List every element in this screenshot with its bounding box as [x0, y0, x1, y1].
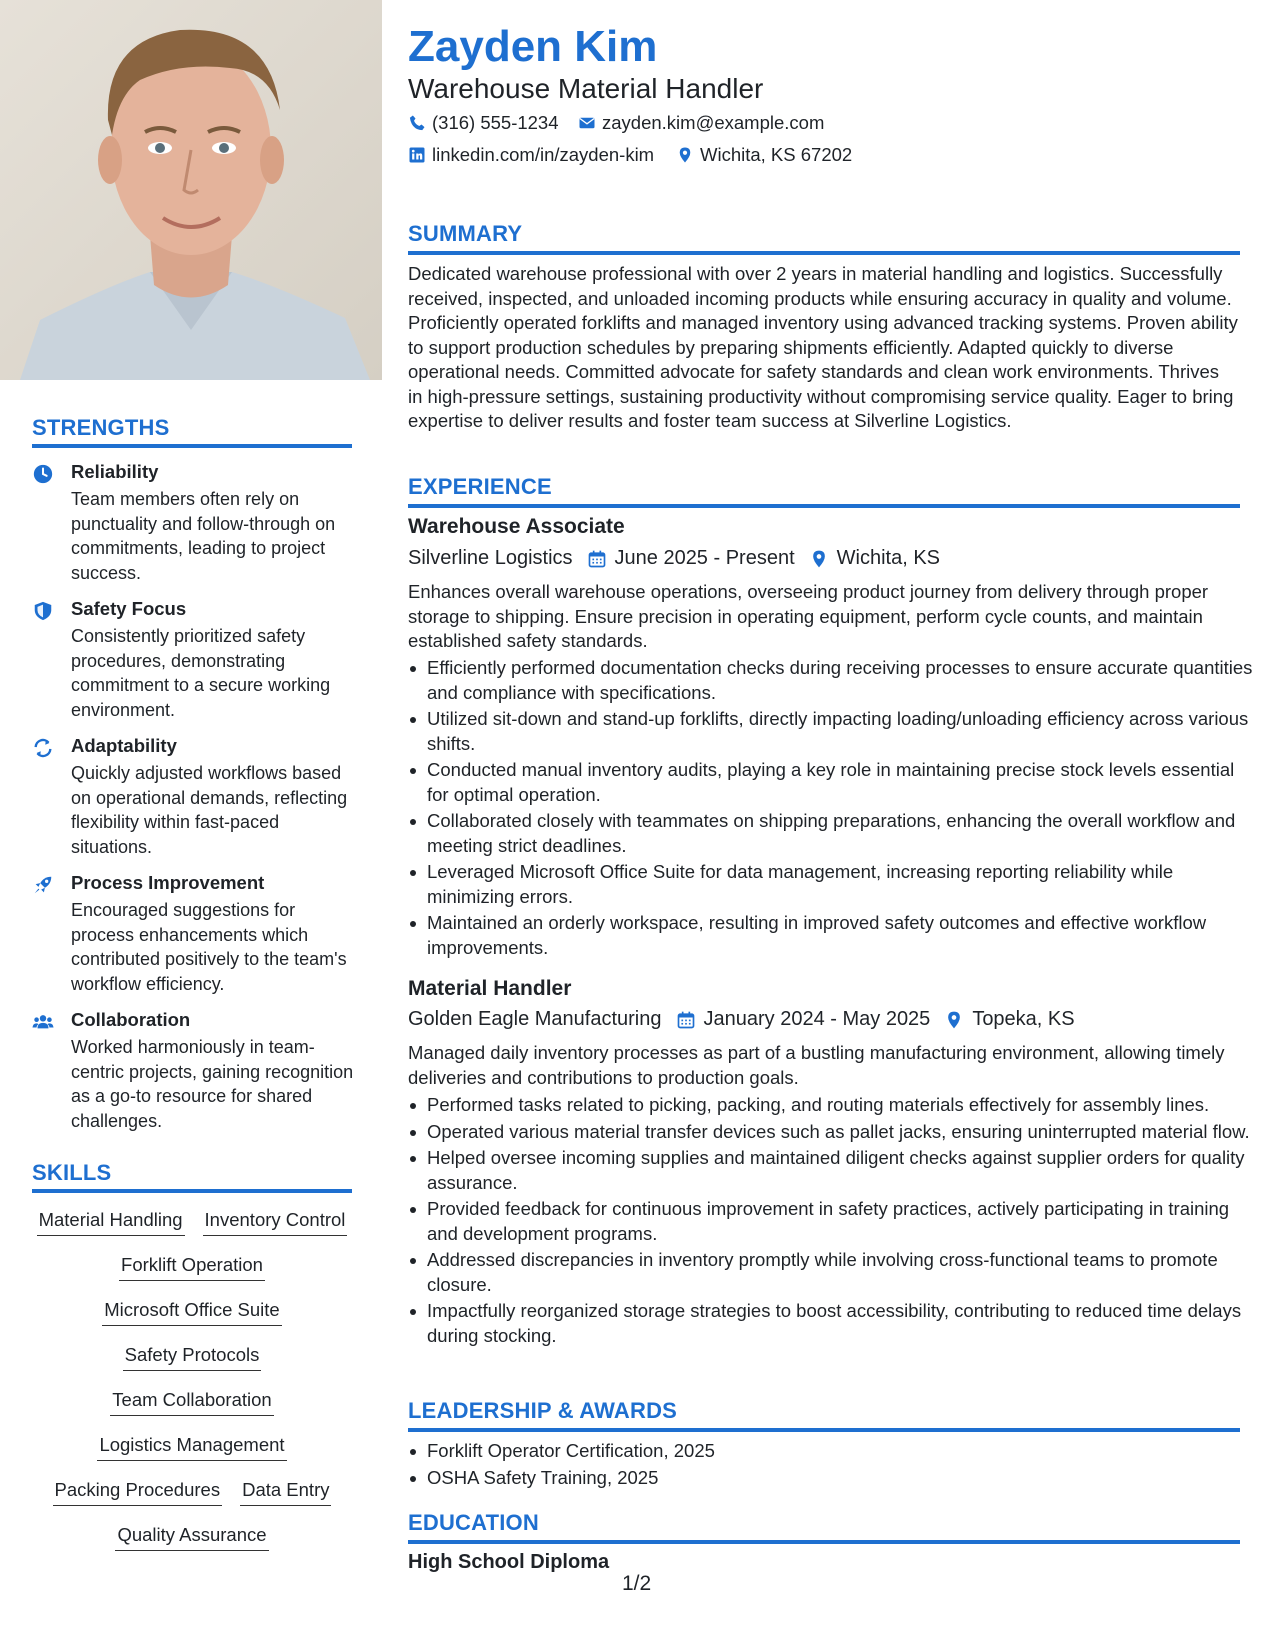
- location-pin-icon: [676, 146, 694, 164]
- job-description: Managed daily inventory processes as part of a bustling manufacturing environment, allowing timely deliveries and contributions to production goals.: [408, 1042, 1225, 1088]
- job-dates: June 2025 - Present: [614, 547, 795, 569]
- calendar-icon: [676, 1010, 696, 1030]
- skill-tag: Packing Procedures: [53, 1476, 223, 1506]
- skill-tag: Safety Protocols: [123, 1341, 262, 1371]
- location-pin-icon: [944, 1010, 964, 1030]
- skill-row: [24, 1521, 360, 1566]
- skills-heading: SKILLS: [32, 1160, 112, 1185]
- list-item: Performed tasks related to picking, packing, and routing materials effectively for assembly lines.: [427, 1093, 1257, 1118]
- skill-row: [24, 1431, 360, 1476]
- clock-icon: [32, 463, 54, 485]
- linkedin-text: linkedin.com/in/zayden-kim: [432, 144, 655, 165]
- summary-heading: SUMMARY: [408, 221, 523, 246]
- skill-tag: Microsoft Office Suite: [102, 1296, 281, 1326]
- list-item: Addressed discrepancies in inventory promptly while involving cross-functional teams to promote closure.: [427, 1248, 1257, 1297]
- contact-linkedin[interactable]: [408, 144, 654, 166]
- strength-description: Worked harmoniously in team-centric projects, gaining recognition as a go-to resource for shared challenges.: [71, 1037, 354, 1131]
- rocket-icon: [32, 874, 54, 896]
- strength-description: Team members often rely on punctuality and follow-through on commitments, leading to project success.: [71, 489, 336, 583]
- phone-icon: [408, 114, 426, 132]
- leadership-heading: LEADERSHIP & AWARDS: [408, 1398, 678, 1423]
- strength-item: [32, 461, 362, 585]
- linkedin-icon: [408, 146, 426, 164]
- job-meta: [408, 547, 940, 570]
- education-degree: High School Diploma: [408, 1551, 610, 1573]
- list-item: Operated various material transfer devices such as pallet jacks, ensuring uninterrupted material flow.: [427, 1120, 1257, 1145]
- left-column: [0, 0, 382, 1650]
- education-divider: [408, 1540, 1240, 1544]
- skill-row: [24, 1206, 360, 1251]
- list-item: Forklift Operator Certification, 2025: [427, 1439, 1257, 1464]
- shield-icon: [32, 600, 54, 622]
- job-meta: [408, 1008, 1075, 1031]
- profile-photo: [0, 0, 382, 380]
- strength-item: [32, 598, 362, 722]
- strength-item: [32, 735, 362, 859]
- job-bullets: [408, 1093, 1257, 1350]
- leadership-list: [408, 1439, 1257, 1492]
- list-item: Provided feedback for continuous improvement in safety practices, actively participating in training and development programs.: [427, 1197, 1257, 1246]
- location-text: Wichita, KS 67202: [700, 144, 853, 165]
- experience-divider: [408, 504, 1240, 508]
- location-pin-icon: [809, 549, 829, 569]
- summary-text: Dedicated warehouse professional with over 2 years in material handling and logistics. Successfully received, inspected, and unloaded incoming products while ensuring accuracy in quality and volume. Proficiently operated forklifts and managed inventory using advanced tracking systems. Proven ability to support production schedules by preparing shipments efficiently. Adapted quickly to diverse operational needs. Committed advocate for safety standards and clean work environments. Thrives in high-pressure settings, sustaining productivity without compromising service quality. Eager to bring expertise to deliver results and foster team success at Silverline Logistics.: [408, 263, 1238, 431]
- skill-tag: Quality Assurance: [115, 1521, 268, 1551]
- skills-list: [24, 1206, 360, 1566]
- candidate-title: Warehouse Material Handler: [408, 73, 764, 104]
- job-title: Warehouse Associate: [408, 515, 625, 538]
- users-icon: [32, 1011, 54, 1033]
- skill-row: [24, 1386, 360, 1431]
- skill-row: [24, 1341, 360, 1386]
- skill-row: [24, 1296, 360, 1341]
- contact-email[interactable]: [578, 112, 824, 134]
- envelope-icon: [578, 114, 596, 132]
- leadership-divider: [408, 1428, 1240, 1432]
- candidate-name: Zayden Kim: [408, 22, 658, 71]
- skill-tag: Logistics Management: [97, 1431, 286, 1461]
- list-item: Collaborated closely with teammates on shipping preparations, enhancing the overall workflow and meeting strict deadlines.: [427, 809, 1257, 858]
- skill-row: [24, 1476, 360, 1521]
- strength-item: [32, 872, 362, 996]
- list-item: OSHA Safety Training, 2025: [427, 1466, 1257, 1491]
- contact-phone[interactable]: [408, 112, 559, 134]
- experience-heading: EXPERIENCE: [408, 474, 552, 499]
- list-item: Leveraged Microsoft Office Suite for data management, increasing reporting reliability while minimizing errors.: [427, 860, 1257, 909]
- email-text: zayden.kim@example.com: [602, 112, 825, 133]
- strength-title: Collaboration: [71, 1009, 191, 1030]
- strength-description: Quickly adjusted workflows based on operational demands, reflecting flexibility within fast-paced situations.: [71, 763, 348, 857]
- strength-title: Process Improvement: [71, 872, 265, 893]
- strength-description: Encouraged suggestions for process enhancements which contributed positively to the team's workflow efficiency.: [71, 900, 347, 994]
- summary-divider: [408, 251, 1240, 255]
- sync-icon: [32, 737, 54, 759]
- skill-tag: Inventory Control: [203, 1206, 348, 1236]
- strengths-heading: STRENGTHS: [32, 415, 170, 440]
- strengths-divider: [32, 444, 352, 448]
- strength-description: Consistently prioritized safety procedures, demonstrating commitment to a secure working environment.: [71, 626, 331, 720]
- page-number: 1/2: [622, 1572, 652, 1595]
- job-bullets: [408, 656, 1257, 962]
- job-company: Silverline Logistics: [408, 547, 573, 569]
- list-item: Utilized sit-down and stand-up forklifts, directly impacting loading/unloading efficiency across various shifts.: [427, 707, 1257, 756]
- strength-title: Safety Focus: [71, 598, 187, 619]
- job-location: Topeka, KS: [972, 1008, 1075, 1030]
- list-item: Impactfully reorganized storage strategies to boost accessibility, contributing to reduced time delays during stocking.: [427, 1299, 1257, 1348]
- job-title: Material Handler: [408, 977, 572, 1000]
- strength-item: [32, 1009, 362, 1133]
- strength-title: Adaptability: [71, 735, 177, 756]
- list-item: Conducted manual inventory audits, playing a key role in maintaining precise stock levels essential for optimal operation.: [427, 758, 1257, 807]
- skill-row: [24, 1251, 360, 1296]
- list-item: Maintained an orderly workspace, resulting in improved safety outcomes and effective workflow improvements.: [427, 911, 1257, 960]
- contact-location: [676, 144, 852, 166]
- calendar-icon: [587, 549, 607, 569]
- phone-text: (316) 555-1234: [432, 112, 559, 133]
- list-item: Efficiently performed documentation checks during receiving processes to ensure accurate quantities and compliance with specifications.: [427, 656, 1257, 705]
- job-company: Golden Eagle Manufacturing: [408, 1008, 662, 1030]
- skill-tag: Material Handling: [37, 1206, 185, 1236]
- job-location: Wichita, KS: [836, 547, 940, 569]
- skill-tag: Forklift Operation: [119, 1251, 265, 1281]
- skill-tag: Data Entry: [240, 1476, 331, 1506]
- skill-tag: Team Collaboration: [110, 1386, 273, 1416]
- job-description: Enhances overall warehouse operations, overseeing product journey from delivery through proper storage to shipping. Ensure precision in operating equipment, perform cycle counts, and maintain established safety standards.: [408, 581, 1209, 651]
- job-dates: January 2024 - May 2025: [703, 1008, 931, 1030]
- list-item: Helped oversee incoming supplies and maintained diligent checks against supplier orders for quality assurance.: [427, 1146, 1257, 1195]
- skills-divider: [32, 1189, 352, 1193]
- strength-title: Reliability: [71, 461, 159, 482]
- education-heading: EDUCATION: [408, 1510, 539, 1535]
